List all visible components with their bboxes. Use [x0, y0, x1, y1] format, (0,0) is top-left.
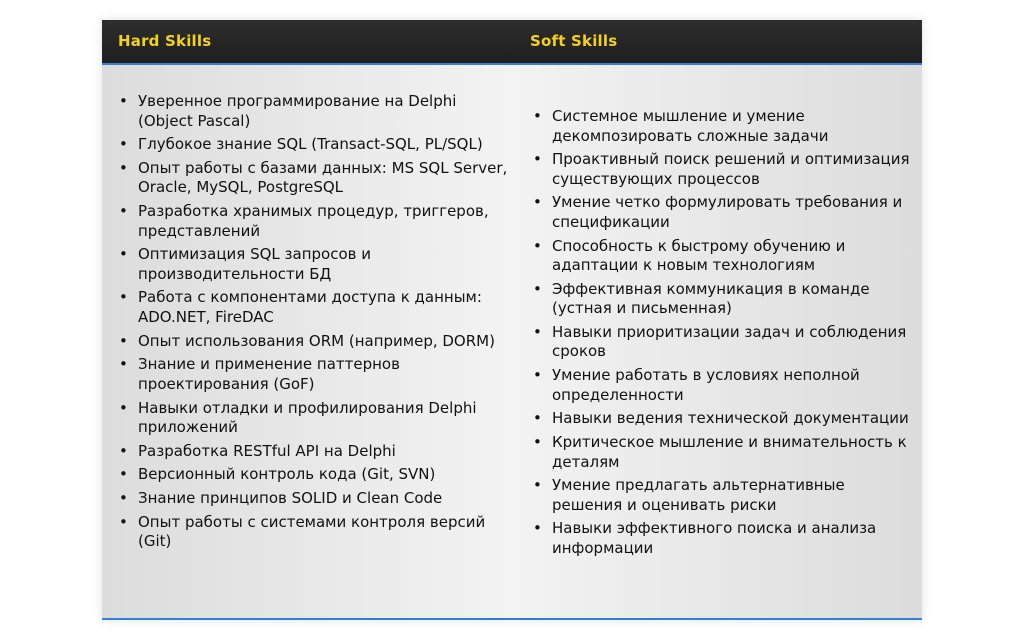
bullet-icon: • [533, 322, 542, 341]
soft-skill-item [530, 107, 915, 146]
soft-skill-text: Способность к быстрому обучению и адаптации к новым технологиям [552, 236, 846, 275]
hard-skill-text: Оптимизация SQL запросов и производительности БД [138, 245, 371, 283]
hard-skill-text: Разработка RESTful API на Delphi [138, 441, 396, 460]
hard-skill-item [116, 202, 508, 241]
hard-skill-item [116, 288, 508, 327]
bullet-icon: • [119, 158, 128, 177]
bullet-icon: • [119, 398, 128, 417]
bullet-icon: • [533, 107, 542, 125]
bullet-icon: • [119, 202, 128, 221]
hard-skill-item [116, 489, 508, 509]
hard-skill-text: Знание принципов SOLID и Clean Code [138, 489, 443, 508]
soft-skill-item [530, 323, 915, 362]
hard-skill-text: Навыки отладки и профилирования Delphi приложений [138, 398, 477, 436]
bullet-icon: • [119, 489, 128, 508]
soft-skill-text: Эффективная коммуникация в команде (устная и письменная) [552, 279, 870, 318]
hard-skill-item [116, 245, 508, 284]
soft-skill-item [530, 193, 915, 232]
soft-skills-list [530, 107, 915, 563]
hard-skill-item [116, 355, 508, 394]
hard-skill-text: Опыт работы с системами контроля версий (Git) [138, 512, 486, 551]
skills-table [102, 20, 922, 620]
soft-skill-item [530, 237, 915, 276]
hard-skills-list [116, 92, 508, 556]
soft-skill-text: Умение четко формулировать требования и спецификации [552, 193, 903, 231]
hard-skill-item [116, 159, 508, 198]
bullet-icon: • [119, 331, 128, 350]
hard-skill-item [116, 92, 508, 131]
hard-skill-item [116, 465, 508, 485]
hard-skill-text: Уверенное программирование на Delphi (Object Pascal) [138, 92, 457, 130]
soft-skill-item [530, 433, 915, 472]
soft-skill-item [530, 519, 915, 558]
bullet-icon: • [119, 135, 128, 154]
bullet-icon: • [119, 465, 128, 484]
soft-skill-item [530, 366, 915, 405]
bullet-icon: • [533, 150, 542, 169]
soft-skills-heading: Soft Skills [530, 32, 618, 50]
soft-skill-item [530, 280, 915, 319]
hard-skills-heading: Hard Skills [118, 32, 212, 50]
bullet-icon: • [533, 366, 542, 385]
hard-skill-text: Версионный контроль кода (Git, SVN) [138, 465, 436, 484]
hard-skill-text: Глубокое знание SQL (Transact-SQL, PL/SQL) [138, 135, 483, 154]
soft-skill-text: Системное мышление и умение декомпозировать сложные задачи [552, 107, 829, 145]
table-header [102, 20, 922, 65]
hard-skill-item [116, 135, 508, 155]
bullet-icon: • [119, 355, 128, 374]
soft-skill-text: Критическое мышление и внимательность к деталям [552, 433, 907, 471]
hard-skill-item [116, 513, 508, 552]
bullet-icon: • [533, 519, 542, 538]
bullet-icon: • [119, 288, 128, 307]
bullet-icon: • [533, 236, 542, 255]
bullet-icon: • [533, 279, 542, 298]
soft-skill-text: Проактивный поиск решений и оптимизация существующих процессов [552, 150, 910, 188]
bullet-icon: • [119, 92, 128, 110]
bottom-accent-line [102, 618, 922, 620]
hard-skill-item [116, 442, 508, 462]
bullet-icon: • [119, 512, 128, 531]
soft-skill-text: Умение работать в условиях неполной определенности [552, 366, 860, 404]
hard-skill-text: Опыт работы с базами данных: MS SQL Server, Oracle, MySQL, PostgreSQL [138, 158, 508, 197]
bullet-icon: • [533, 409, 542, 428]
soft-skill-text: Умение предлагать альтернативные решения и оценивать риски [552, 476, 845, 514]
bullet-icon: • [119, 245, 128, 264]
soft-skill-text: Навыки ведения технической документации [552, 409, 909, 428]
bullet-icon: • [533, 193, 542, 212]
bullet-icon: • [119, 441, 128, 460]
hard-skill-text: Опыт использования ORM (например, DORM) [138, 331, 495, 350]
bullet-icon: • [533, 433, 542, 451]
bullet-icon: • [533, 476, 542, 495]
soft-skill-text: Навыки эффективного поиска и анализа информации [552, 519, 877, 557]
hard-skill-item [116, 399, 508, 438]
soft-skill-item [530, 476, 915, 515]
hard-skill-text: Знание и применение паттернов проектирования (GoF) [138, 355, 400, 393]
hard-skill-text: Работа с компонентами доступа к данным: ADO.NET, FireDAC [138, 288, 482, 326]
soft-skill-text: Навыки приоритизации задач и соблюдения сроков [552, 322, 907, 361]
soft-skill-item [530, 409, 915, 429]
soft-skill-item [530, 150, 915, 189]
hard-skill-text: Разработка хранимых процедур, триггеров, представлений [138, 202, 489, 240]
hard-skill-item [116, 332, 508, 352]
